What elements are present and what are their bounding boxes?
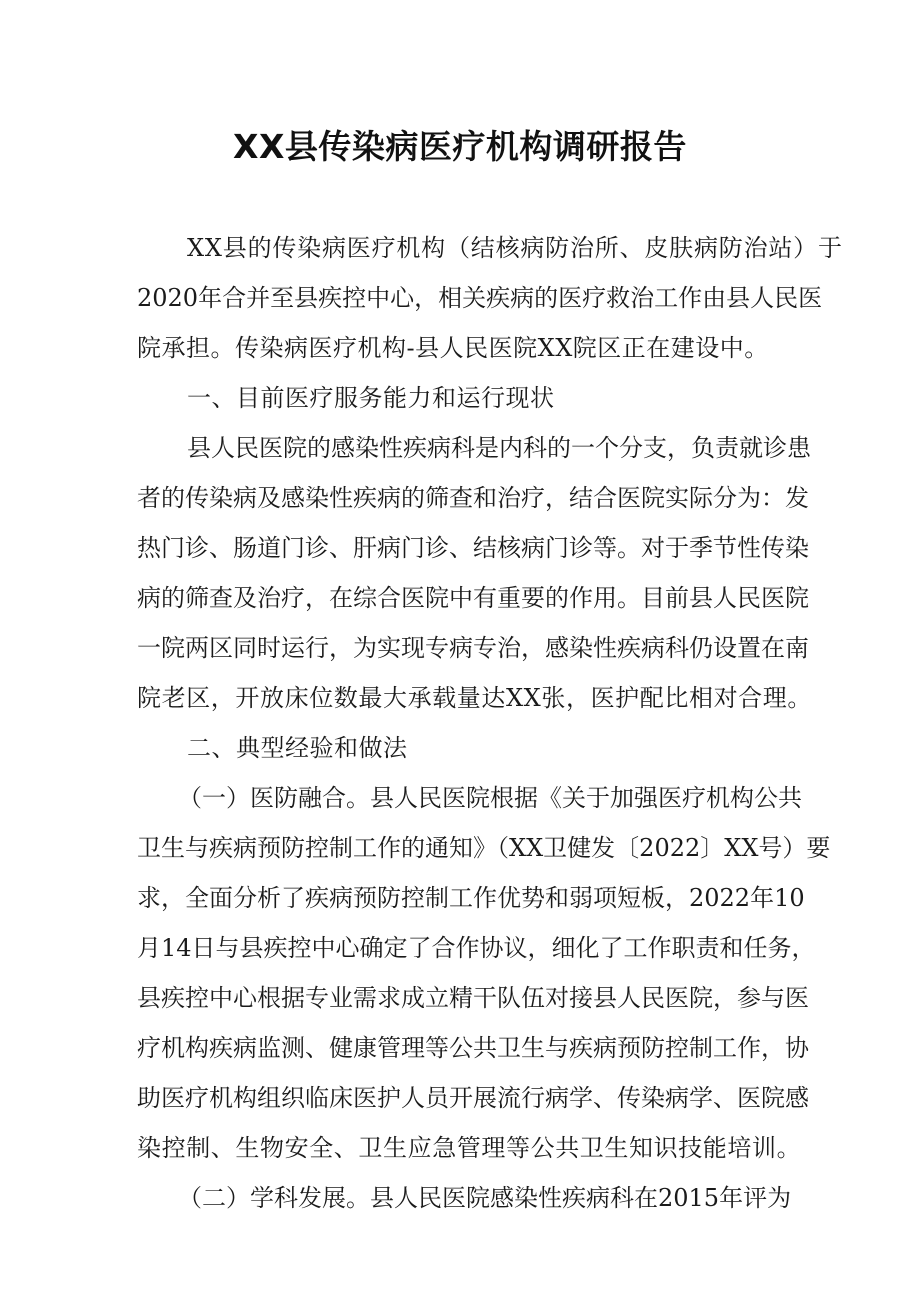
paragraph-line: （一）医防融合。县人民医院根据《关于加强医疗机构公共 <box>178 784 802 812</box>
paragraph-line: 2020年合并至县疾控中心，相关疾病的医疗救治工作由县人民医 <box>137 284 823 312</box>
paragraph-line: 染控制、生物安全、卫生应急管理等公共卫生知识技能培训。 <box>137 1134 802 1162</box>
paragraph-line: 助医疗机构组织临床医护人员开展流行病学、传染病学、医院感 <box>137 1084 809 1112</box>
paragraph-line: 卫生与疾病预防控制工作的通知》（XX卫健发〔2022〕XX号）要 <box>137 834 831 862</box>
paragraph-line: 县疾控中心根据专业需求成立精干队伍对接县人民医院，参与医 <box>137 984 809 1012</box>
document-title: XX县传染病医疗机构调研报告 <box>233 127 687 166</box>
paragraph-line: 县人民医院的感染性疾病科是内科的一个分支，负责就诊患 <box>187 434 811 462</box>
paragraph-line: 求，全面分析了疾病预防控制工作优势和弱项短板，2022年10 <box>137 884 805 912</box>
section-heading: 一、目前医疗服务能力和运行现状 <box>187 384 555 412</box>
paragraph-line: 热门诊、肠道门诊、肝病门诊、结核病门诊等。对于季节性传染 <box>137 534 809 562</box>
paragraph-line: 疗机构疾病监测、健康管理等公共卫生与疾病预防控制工作，协 <box>137 1034 809 1062</box>
paragraph-line: 者的传染病及感染性疾病的筛查和治疗，结合医院实际分为：发 <box>137 484 809 512</box>
paragraph-line: 月14日与县疾控中心确定了合作协议，细化了工作职责和任务， <box>137 934 816 962</box>
paragraph-line: 院承担。传染病医疗机构-县人民医院XX院区正在建设中。 <box>137 334 769 362</box>
paragraph-line: 病的筛查及治疗，在综合医院中有重要的作用。目前县人民医院 <box>137 584 809 612</box>
paragraph-line: 一院两区同时运行，为实现专病专治，感染性疾病科仍设置在南 <box>137 634 809 662</box>
paragraph-line: 院老区，开放床位数最大承载量达XX张，医护配比相对合理。 <box>137 684 812 712</box>
paragraph-line: XX县的传染病医疗机构（结核病防治所、皮肤病防治站）于 <box>187 234 843 262</box>
paragraph-line: （二）学科发展。县人民医院感染性疾病科在2015年评为 <box>178 1184 792 1212</box>
section-heading: 二、典型经验和做法 <box>187 734 408 762</box>
